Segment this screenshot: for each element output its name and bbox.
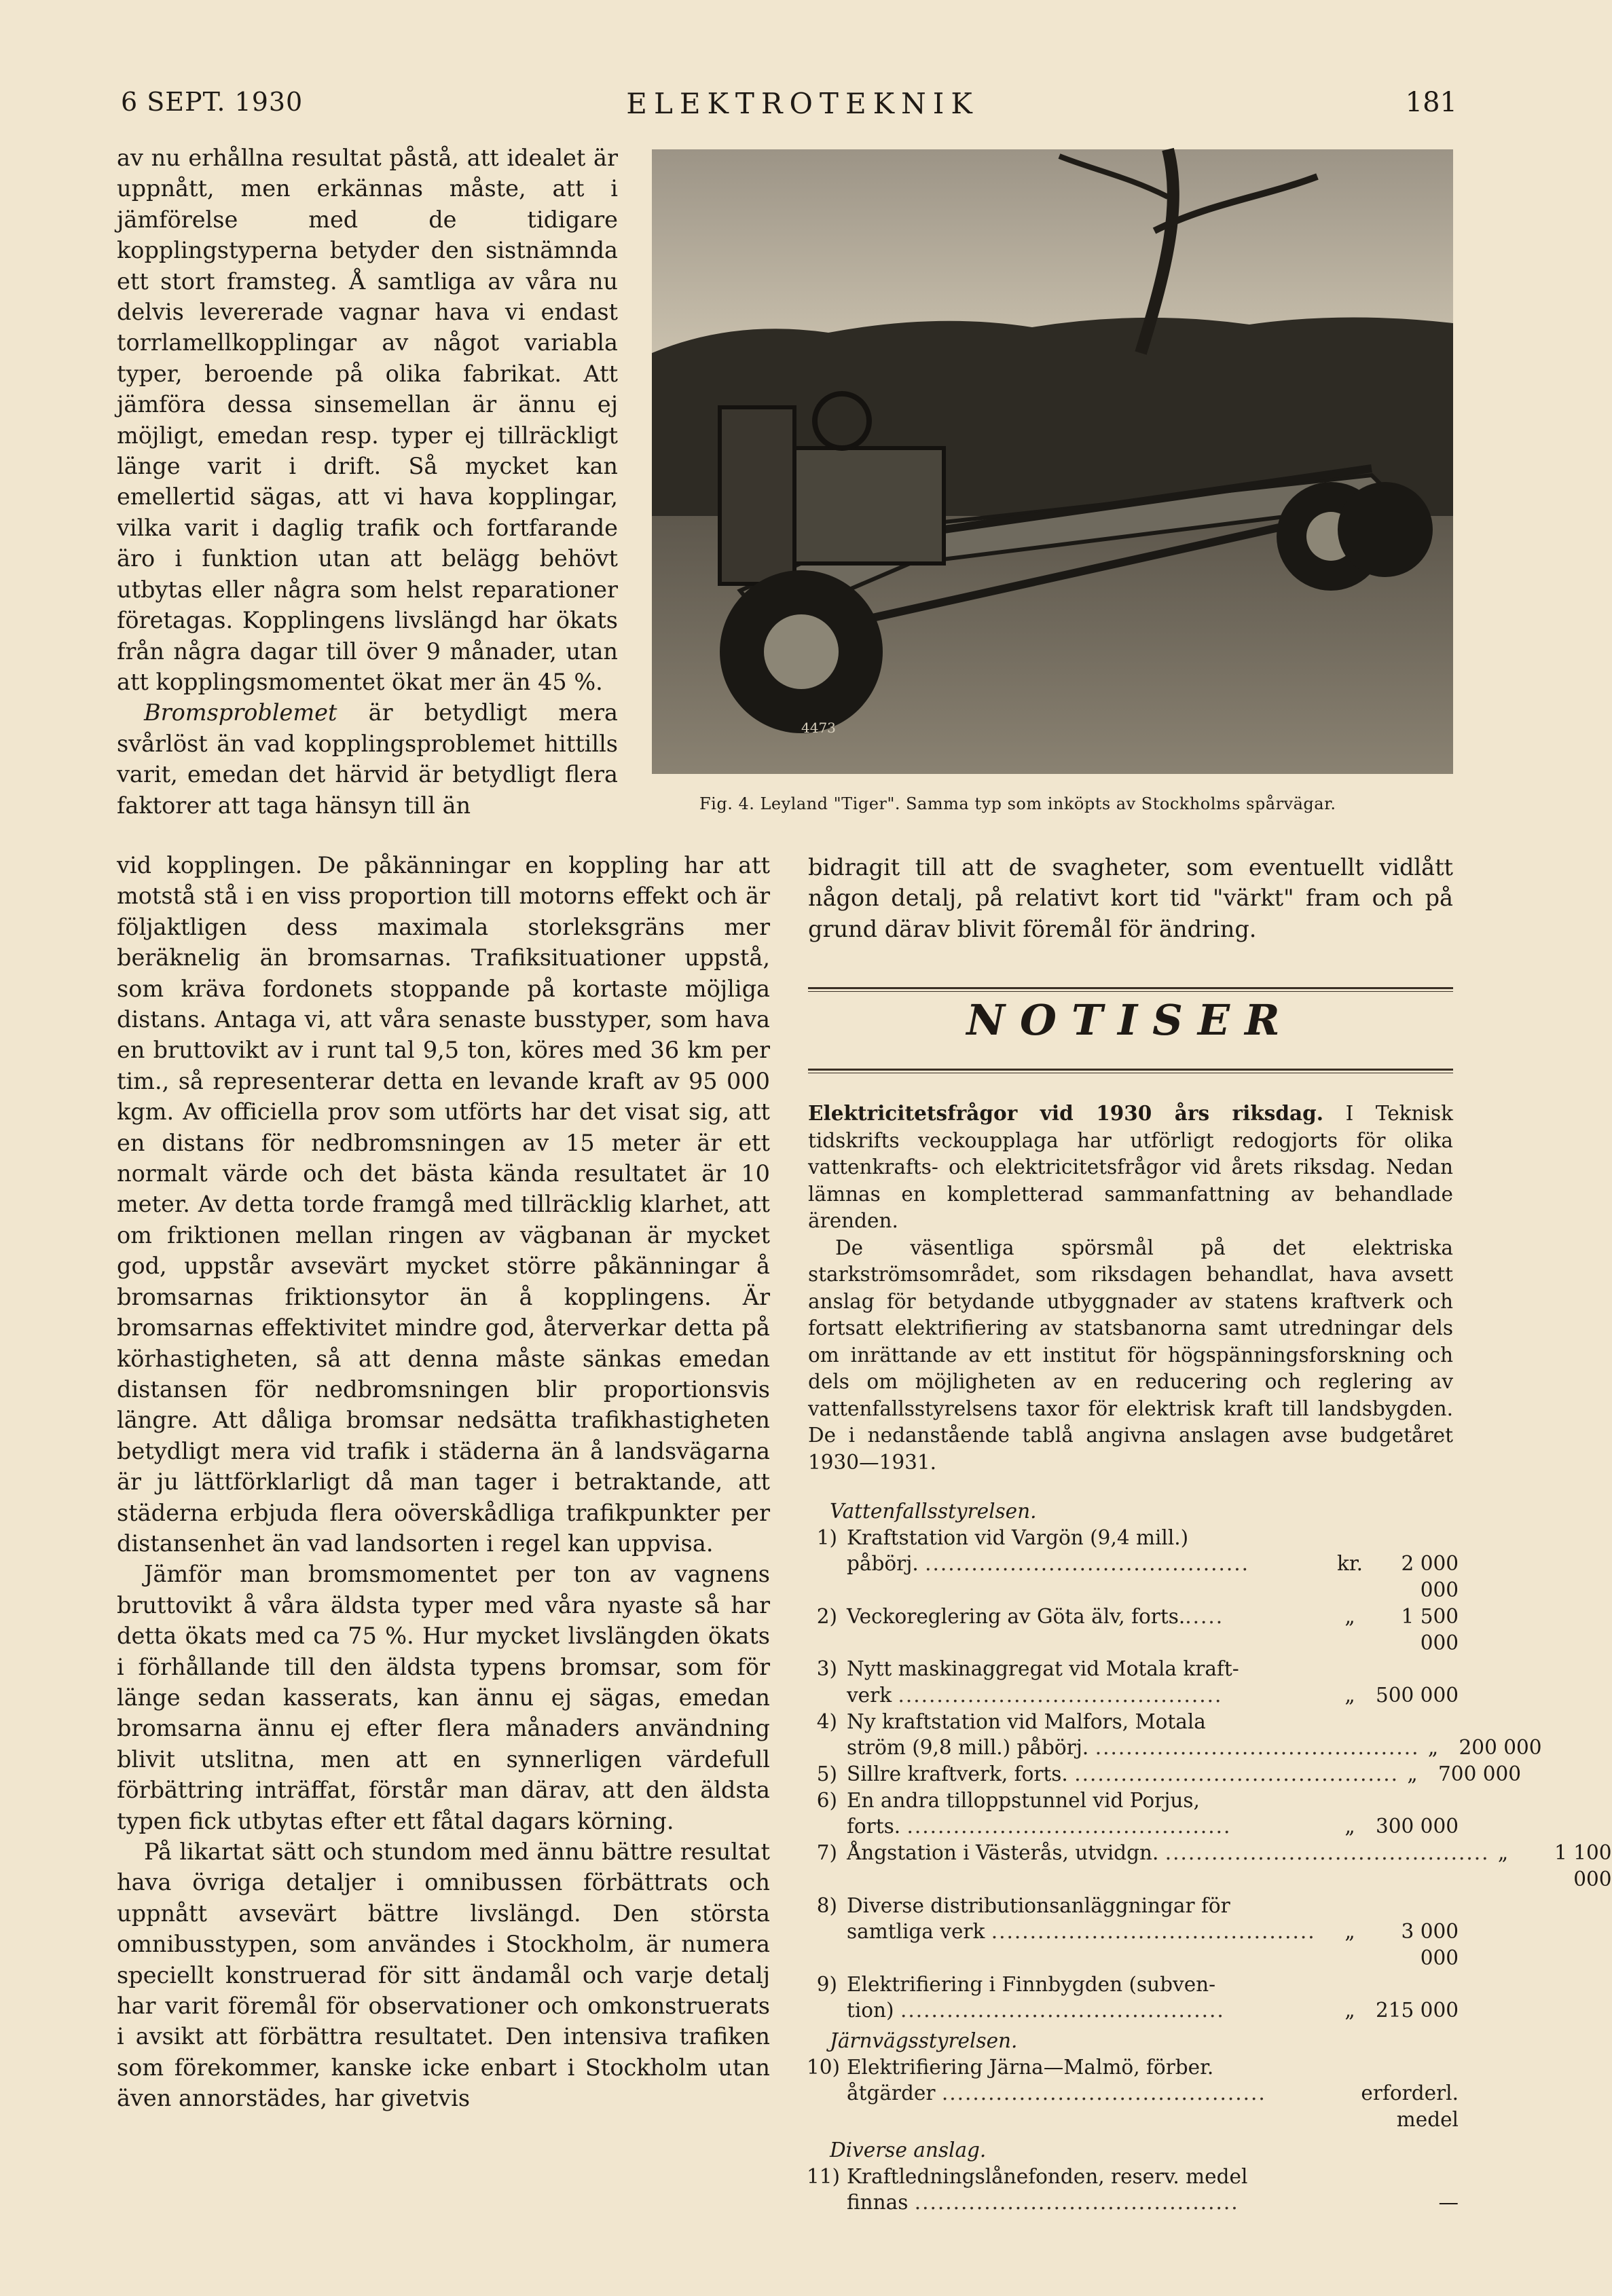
- table-row: forts. .......................................... „ 300 000: [847, 1815, 1459, 1838]
- chassis-photograph: [652, 149, 1453, 774]
- notiser-text: [808, 1100, 1453, 1476]
- table-row: åtgärder .......................................... erforderl. medel: [847, 2081, 1459, 2132]
- issue-date: 6 SEPT. 1930: [121, 87, 304, 117]
- appropriations-table: [807, 1498, 1612, 2216]
- table-row: 2) Veckoreglering av Göta älv, forts...... „ 1 500 000: [816, 1604, 1459, 1654]
- paragraph: På likartat sätt och stundom med ännu bättre resultat hava övriga detaljer i omnibussen förbättrats och uppnått avsevärt bättre livslängd. Den största omnibusstypen, som användes i Stockholm, är numera speciellt konstruerad för sitt ändamål och varje detalj har varit föremål för observationer och omkonstruerats i avsikt att förbättra resultatet. Den intensiva trafiken som förekommer, kanske icke enbart i Stockholm utan även annorstädes, har givetvis: [117, 1838, 770, 2112]
- paragraph: Bromsproblemet är betydligt mera svårlöst än vad kopplingsproblemet hittills varit, emedan det härvid är betydligt flera faktorer att taga hänsyn till än: [117, 699, 618, 819]
- page-number: 181: [1405, 87, 1457, 118]
- table-row: påbörj. .......................................... kr. 2 000 000: [847, 1552, 1459, 1602]
- journal-title: ELEKTROTEKNIK: [626, 87, 979, 120]
- section-rule-top: [808, 987, 1453, 989]
- table-section-heading: Vattenfallsstyrelsen.: [830, 1500, 1037, 1523]
- paragraph: Jämför man bromsmomentet per ton av vagnens bruttovikt å våra äldsta typer med våra nyaste så har detta ökats med ca 75 %. Hur mycket livslängden ökats i förhållande till den äldsta typens bromsar, som för länge sedan kasserats, kan ännu ej sägas, emedan bromsarna ännu ej efter flera månaders användning blivit utslitna, men att en synnerligen värdefull förbättring inträffat, förstår man därav, att den äldsta typen fick utbytas efter ett fåtal dagars körning.: [117, 1561, 770, 1834]
- table-row: 10) Elektrifiering Järna—Malmö, förber.: [807, 2055, 1214, 2079]
- table-section-heading: Järnvägsstyrelsen.: [830, 2029, 1018, 2053]
- table-row: 11) Kraftledningslånefonden, reserv. medel: [807, 2164, 1248, 2188]
- table-row: 5) Sillre kraftverk, forts. .......................................... „ 700 000: [816, 1762, 1522, 1786]
- left-column-continued: [117, 850, 770, 2114]
- table-row: 4) Ny kraftstation vid Malfors, Motala: [816, 1709, 1206, 1733]
- table-row: tion) .......................................... „ 215 000: [847, 1999, 1459, 2022]
- table-row: 9) Elektrifiering i Finnbygden (subven-: [816, 1972, 1216, 1996]
- section-rule-bottom: [808, 1069, 1453, 1071]
- table-section-heading: Diverse anslag.: [830, 2138, 987, 2162]
- figure-caption: Fig. 4. Leyland "Tiger". Samma typ som inköpts av Stockholms spårvägar.: [699, 794, 1336, 813]
- table-row: verk .......................................... „ 500 000: [847, 1683, 1459, 1707]
- article-heading: Elektricitetsfrågor vid 1930 års riksdag.: [808, 1101, 1323, 1125]
- table-row: ström (9,8 mill.) påbörj. .......................................... „ 200 000: [847, 1736, 1542, 1760]
- section-rule-top-thin: [808, 991, 1453, 992]
- paragraph: vid kopplingen. De påkänningar en koppling har att motstå stå i en viss proportion till motorns effekt och är följaktligen dess maximala storleksgräns mer beräknelig än bromsarnas. Trafiksituationer uppstå, som kräva fordonets stoppande på kortaste möjliga distans. Antaga vi, att våra senaste busstyper, som hava en bruttovikt av i runt tal 9,5 ton, köres med 36 km per tim., så representerar detta en levande kraft av 95 000 kgm. Av officiella prov som utförts har det visat sig, att en distans för nedbromsningen av 15 meter är ett normalt värde och det bästa kända resultatet är 10 meter. Av detta torde framgå med tillräcklig klarhet, att om friktionen mellan ringen av vägbanan är mycket god, uppstår avsevärt mycket större påkänningar å bromsarnas friktionsytor än å kopplingens. Är bromsarnas effektivitet mindre god, återverkar detta på körhastigheten, så att denna måste sänkas emedan distansen för nedbromsningen blir proportionsvis längre. Att dåliga bromsar nedsätta trafikhastigheten betydligt mera vid trafik i städerna än å landsvägarna är ju lättförklarligt då man tager i betraktande, att städerna erbjuda flera oöverskådliga trafikpunkter per distansenhet än vad landsorten i regel kan uppvisa.: [117, 852, 770, 1557]
- paragraph: av nu erhållna resultat påstå, att idealet är uppnått, men erkännas måste, att i jämförelse med de tidigare kopplingstyperna betyder den sistnämnda ett stort framsteg. Å samtliga av våra nu delvis levererade vagnar hava vi endast torrlamellkopplingar av något variabla typer, beroende på olika fabrikat. Att jämföra dessa sinsemellan är ännu ej möjligt, emedan resp. typer ej tillräckligt länge varit i drift. Så mycket kan emellertid sägas, att vi hava kopplingar, vilka varit i daglig trafik och fortfarande äro i funktion utan att belägg behövt utbytas eller några som helst reparationer företagas. Kopplingens livslängd har ökats från några dagar till över 9 månader, utan att kopplingsmomentet ökat mer än 45 %.: [117, 145, 618, 695]
- photo-plate-number: 4473: [801, 720, 836, 736]
- table-row: 7) Ångstation i Västerås, utvidgn. .......................................... „ 1 100 000: [816, 1841, 1612, 1891]
- left-column-text: [117, 143, 618, 821]
- table-row: 3) Nytt maskinaggregat vid Motala kraft-: [816, 1657, 1239, 1681]
- chassis-photo-illustration: [652, 149, 1453, 774]
- paragraph: Elektricitetsfrågor vid 1930 års riksdag. I Teknisk tidskrifts veckoupplaga har utförligt redogjorts för olika vattenkrafts- och elektricitetsfrågor vid årets riksdag. Nedan lämnas en kompletterad sammanfattning av behandlade ärenden.: [808, 1101, 1453, 1232]
- table-row: finnas .......................................... —: [847, 2191, 1459, 2215]
- paragraph: De väsentliga spörsmål på det elektriska starkströmsområdet, som riksdagen behandlat, hava avsett anslag för betydande utbyggnader av statens kraftverk och fortsatt elektrifiering av statsbanorna samt utredningar dels om inrättande av ett institut för högspänningsforskning och dels om möjligheten av en reducering och reglering av vattenfallsstyrelsens taxor för elektrisk kraft till landsbygden. De i nedanstående tablå angivna anslagen avse budgetåret 1930—1931.: [808, 1236, 1453, 1474]
- right-column: [808, 852, 1453, 944]
- page-header: [0, 87, 1605, 128]
- table-row: samtliga verk .......................................... „ 3 000 000: [847, 1920, 1459, 1969]
- table-row: 6) En andra tilloppstunnel vid Porjus,: [816, 1788, 1200, 1812]
- paragraph: bidragit till att de svagheter, som eventuellt vidlått någon detalj, på relativt kort tid "värkt" fram och på grund därav blivit föremål för ändring.: [808, 854, 1453, 942]
- table-row: 1) Kraftstation vid Vargön (9,4 mill.): [816, 1525, 1189, 1549]
- table-row: 8) Diverse distributionsanläggningar för: [816, 1893, 1230, 1917]
- section-title-notiser: NOTISER: [966, 995, 1295, 1045]
- term-bromsproblemet: Bromsproblemet: [144, 699, 337, 726]
